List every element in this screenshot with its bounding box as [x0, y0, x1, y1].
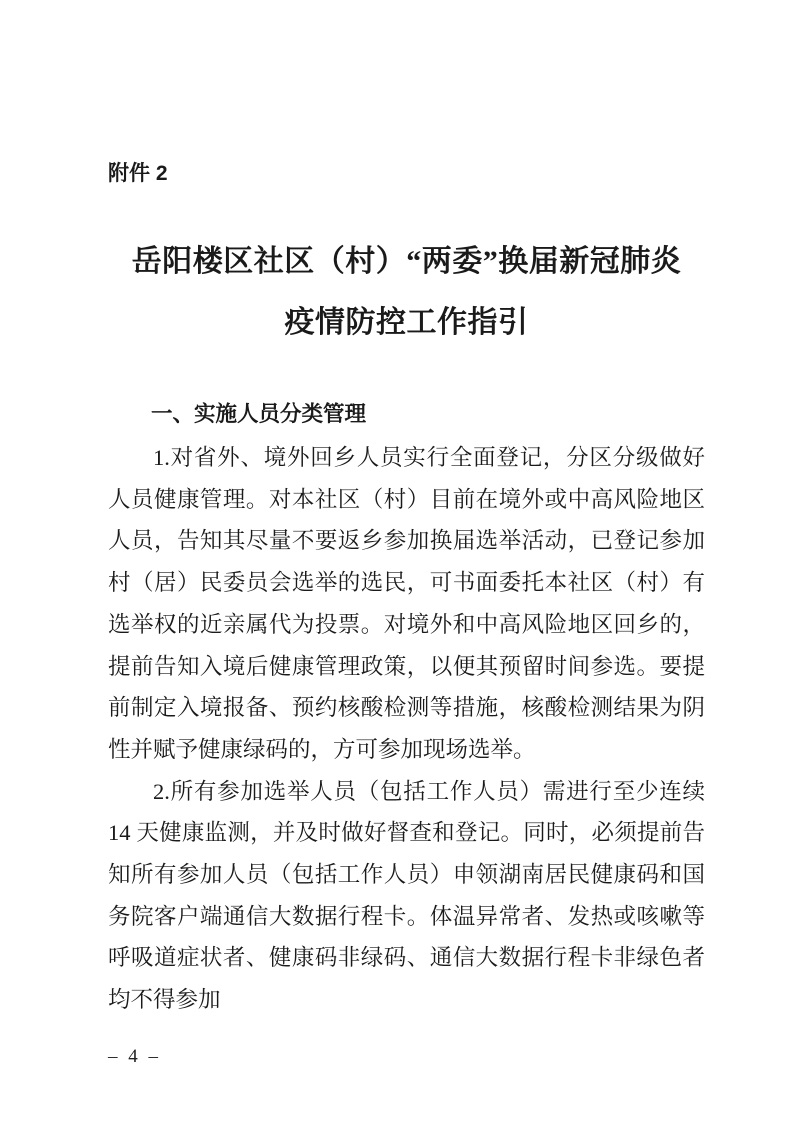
section-heading: 一、实施人员分类管理: [151, 402, 367, 426]
page-number: – 4 –: [108, 1046, 161, 1067]
document-title: [108, 231, 705, 353]
body-paragraph-1: 1.对省外、境外回乡人员实行全面登记，分区分级做好人员健康管理。对本社区（村）目前在境外或中高风险地区人员，告知其尽量不要返乡参加换届选举活动，已登记参加村（居）民委员会选举的选民，可书面委托本社区（村）有选举权的近亲属代为投票。对境外和中高风险地区回乡的，提前告知入境后健康管理政策，以便其预留时间参选。要提前制定入境报备、预约核酸检测等措施，核酸检测结果为阴性并赋予健康绿码的，方可参加现场选举。: [108, 445, 705, 762]
document-title-line-1: 岳阳楼区社区（村）“两委”换届新冠肺炎: [131, 245, 682, 278]
attachment-label: 附件 2: [108, 162, 168, 185]
document-title-line-2: 疫情防控工作指引: [284, 306, 529, 339]
body-paragraph-2: 2.所有参加选举人员（包括工作人员）需进行至少连续 14 天健康监测，并及时做好督查和登记。同时，必须提前告知所有参加人员（包括工作人员）申领湖南居民健康码和国务院客户端通信大数据行程卡。体温异常者、发热或咳嗽等呼吸道症状者、健康码非绿码、通信大数据行程卡非绿色者均不得参加: [108, 778, 705, 1013]
